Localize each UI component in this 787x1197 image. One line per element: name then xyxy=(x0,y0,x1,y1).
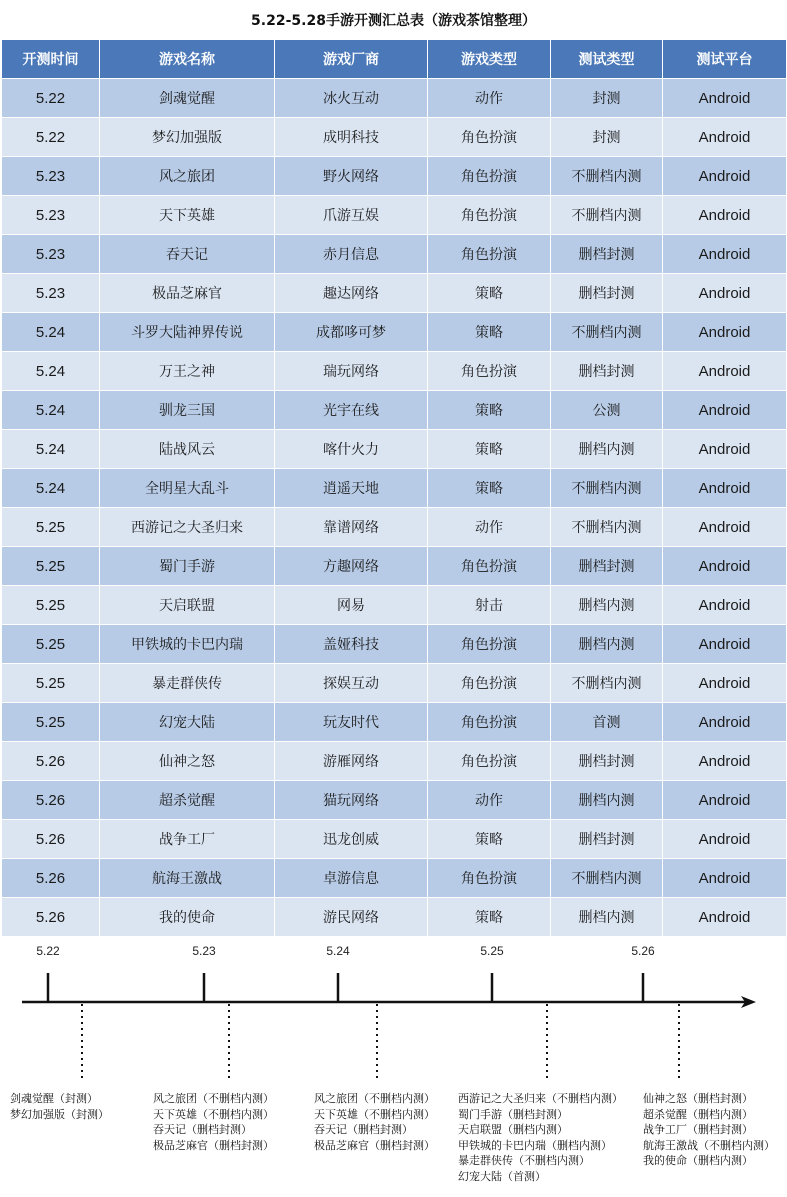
timeline-game-group xyxy=(643,1091,775,1169)
cell-platform: Android xyxy=(663,196,787,235)
cell-platform: Android xyxy=(663,352,787,391)
cell-test-type: 删档内测 xyxy=(551,430,663,469)
cell-test-time: 5.23 xyxy=(2,235,100,274)
cell-game-name: 超杀觉醒 xyxy=(100,781,275,820)
cell-developer: 方趣网络 xyxy=(275,547,428,586)
cell-test-type: 不删档内测 xyxy=(551,469,663,508)
table-row xyxy=(2,586,787,625)
timeline-game-entry: 风之旅团（不删档内测） xyxy=(153,1092,274,1105)
header-game-type: 游戏类型 xyxy=(428,40,551,79)
cell-game-type: 角色扮演 xyxy=(428,235,551,274)
table-row xyxy=(2,508,787,547)
cell-game-name: 万王之神 xyxy=(100,352,275,391)
cell-developer: 成都哆可梦 xyxy=(275,313,428,352)
cell-platform: Android xyxy=(663,586,787,625)
table-row xyxy=(2,547,787,586)
cell-game-type: 角色扮演 xyxy=(428,157,551,196)
table-row xyxy=(2,313,787,352)
header-test-type: 测试类型 xyxy=(551,40,663,79)
cell-test-type: 删档封测 xyxy=(551,820,663,859)
table-header-row xyxy=(2,40,787,79)
cell-test-type: 删档封测 xyxy=(551,742,663,781)
cell-platform: Android xyxy=(663,79,787,118)
cell-test-type: 不删档内测 xyxy=(551,157,663,196)
cell-test-time: 5.24 xyxy=(2,352,100,391)
cell-platform: Android xyxy=(663,898,787,937)
cell-test-time: 5.24 xyxy=(2,430,100,469)
table-row xyxy=(2,898,787,937)
cell-game-name: 梦幻加强版 xyxy=(100,118,275,157)
header-platform: 测试平台 xyxy=(663,40,787,79)
cell-test-time: 5.25 xyxy=(2,703,100,742)
cell-developer: 探娱互动 xyxy=(275,664,428,703)
test-schedule-table xyxy=(1,39,787,937)
header-developer: 游戏厂商 xyxy=(275,40,428,79)
timeline-game-entry: 甲铁城的卡巴内瑞（删档内测） xyxy=(458,1138,612,1152)
timeline-date-label: 5.24 xyxy=(326,944,350,958)
cell-game-type: 策略 xyxy=(428,820,551,859)
cell-test-type: 封测 xyxy=(551,79,663,118)
timeline-game-entry: 梦幻加强版（封测） xyxy=(10,1107,109,1121)
cell-game-name: 甲铁城的卡巴内瑞 xyxy=(100,625,275,664)
cell-platform: Android xyxy=(663,781,787,820)
cell-game-type: 角色扮演 xyxy=(428,703,551,742)
cell-platform: Android xyxy=(663,742,787,781)
table-row xyxy=(2,430,787,469)
cell-test-type: 删档内测 xyxy=(551,625,663,664)
cell-test-time: 5.26 xyxy=(2,781,100,820)
cell-developer: 游雁网络 xyxy=(275,742,428,781)
timeline-game-entry: 幻宠大陆（首测） xyxy=(458,1169,546,1183)
cell-platform: Android xyxy=(663,703,787,742)
cell-platform: Android xyxy=(663,859,787,898)
timeline-game-entry: 吞天记（删档封测） xyxy=(153,1123,252,1137)
cell-test-time: 5.26 xyxy=(2,820,100,859)
table-row xyxy=(2,781,787,820)
cell-game-name: 驯龙三国 xyxy=(100,391,275,430)
cell-developer: 玩友时代 xyxy=(275,703,428,742)
table-row xyxy=(2,79,787,118)
cell-game-type: 角色扮演 xyxy=(428,625,551,664)
cell-developer: 盖娅科技 xyxy=(275,625,428,664)
cell-test-time: 5.26 xyxy=(2,859,100,898)
table-row xyxy=(2,742,787,781)
cell-game-type: 策略 xyxy=(428,430,551,469)
cell-test-type: 不删档内测 xyxy=(551,859,663,898)
table-row xyxy=(2,274,787,313)
cell-developer: 喀什火力 xyxy=(275,430,428,469)
cell-test-type: 删档内测 xyxy=(551,781,663,820)
cell-game-name: 天启联盟 xyxy=(100,586,275,625)
cell-game-name: 全明星大乱斗 xyxy=(100,469,275,508)
cell-game-name: 仙神之怒 xyxy=(100,742,275,781)
timeline-game-entry: 吞天记（删档封测） xyxy=(314,1123,413,1137)
cell-game-name: 暴走群侠传 xyxy=(100,664,275,703)
cell-test-time: 5.23 xyxy=(2,196,100,235)
cell-test-time: 5.22 xyxy=(2,118,100,157)
timeline-game-entry: 蜀门手游（删档封测） xyxy=(458,1107,568,1121)
cell-game-name: 风之旅团 xyxy=(100,157,275,196)
table-row xyxy=(2,664,787,703)
cell-developer: 网易 xyxy=(275,586,428,625)
timeline-game-group xyxy=(153,1091,274,1153)
timeline-date-label: 5.26 xyxy=(631,944,655,958)
cell-test-type: 公测 xyxy=(551,391,663,430)
cell-test-time: 5.25 xyxy=(2,508,100,547)
table-row xyxy=(2,352,787,391)
cell-developer: 野火网络 xyxy=(275,157,428,196)
cell-developer: 游民网络 xyxy=(275,898,428,937)
cell-game-name: 陆战风云 xyxy=(100,430,275,469)
cell-platform: Android xyxy=(663,508,787,547)
cell-platform: Android xyxy=(663,625,787,664)
cell-test-time: 5.22 xyxy=(2,79,100,118)
timeline-game-entry: 暴走群侠传（不删档内测） xyxy=(458,1154,590,1168)
timeline-game-entry: 极品芝麻官（删档封测） xyxy=(314,1138,435,1152)
cell-platform: Android xyxy=(663,391,787,430)
cell-test-type: 删档封测 xyxy=(551,547,663,586)
cell-platform: Android xyxy=(663,469,787,508)
cell-game-name: 战争工厂 xyxy=(100,820,275,859)
cell-game-name: 我的使命 xyxy=(100,898,275,937)
cell-developer: 瑞玩网络 xyxy=(275,352,428,391)
cell-game-type: 策略 xyxy=(428,469,551,508)
cell-game-name: 天下英雄 xyxy=(100,196,275,235)
cell-game-name: 剑魂觉醒 xyxy=(100,79,275,118)
cell-developer: 靠谱网络 xyxy=(275,508,428,547)
cell-developer: 赤月信息 xyxy=(275,235,428,274)
timeline-game-group xyxy=(314,1091,435,1153)
cell-game-type: 策略 xyxy=(428,274,551,313)
cell-game-name: 西游记之大圣归来 xyxy=(100,508,275,547)
table-row xyxy=(2,196,787,235)
table-row xyxy=(2,118,787,157)
timeline-game-entry: 超杀觉醒（删档内测） xyxy=(643,1107,753,1121)
cell-test-time: 5.25 xyxy=(2,547,100,586)
timeline-date-label: 5.25 xyxy=(480,944,504,958)
cell-test-type: 不删档内测 xyxy=(551,508,663,547)
timeline-game-entry: 天下英雄（不删档内测） xyxy=(314,1107,435,1121)
timeline-game-entry: 极品芝麻官（删档封测） xyxy=(153,1138,274,1152)
cell-developer: 成明科技 xyxy=(275,118,428,157)
release-timeline xyxy=(0,936,787,1197)
cell-game-name: 蜀门手游 xyxy=(100,547,275,586)
cell-game-type: 射击 xyxy=(428,586,551,625)
cell-test-type: 删档封测 xyxy=(551,352,663,391)
cell-game-type: 动作 xyxy=(428,79,551,118)
cell-test-type: 删档内测 xyxy=(551,898,663,937)
cell-developer: 冰火互动 xyxy=(275,79,428,118)
cell-game-name: 斗罗大陆神界传说 xyxy=(100,313,275,352)
timeline-game-entry: 战争工厂（删档封测） xyxy=(643,1123,753,1137)
cell-test-type: 首测 xyxy=(551,703,663,742)
cell-test-type: 不删档内测 xyxy=(551,196,663,235)
table-body xyxy=(2,79,787,937)
cell-game-name: 极品芝麻官 xyxy=(100,274,275,313)
page-title: 5.22-5.28手游开测汇总表（游戏茶馆整理） xyxy=(251,12,536,29)
cell-platform: Android xyxy=(663,235,787,274)
cell-test-type: 删档内测 xyxy=(551,586,663,625)
cell-test-time: 5.24 xyxy=(2,313,100,352)
table-row xyxy=(2,469,787,508)
header-game-name: 游戏名称 xyxy=(100,40,275,79)
cell-test-time: 5.25 xyxy=(2,586,100,625)
cell-test-time: 5.24 xyxy=(2,469,100,508)
cell-game-type: 策略 xyxy=(428,313,551,352)
cell-developer: 光宇在线 xyxy=(275,391,428,430)
cell-test-type: 不删档内测 xyxy=(551,664,663,703)
timeline-game-entry: 风之旅团（不删档内测） xyxy=(314,1092,435,1105)
cell-game-type: 角色扮演 xyxy=(428,118,551,157)
cell-game-name: 航海王激战 xyxy=(100,859,275,898)
cell-platform: Android xyxy=(663,118,787,157)
cell-platform: Android xyxy=(663,820,787,859)
table-row xyxy=(2,391,787,430)
cell-test-time: 5.23 xyxy=(2,274,100,313)
cell-platform: Android xyxy=(663,274,787,313)
cell-test-time: 5.23 xyxy=(2,157,100,196)
cell-test-time: 5.26 xyxy=(2,898,100,937)
table-row xyxy=(2,859,787,898)
cell-game-type: 策略 xyxy=(428,391,551,430)
timeline-game-entry: 我的使命（删档内测） xyxy=(643,1154,753,1168)
cell-test-type: 不删档内测 xyxy=(551,313,663,352)
cell-developer: 猫玩网络 xyxy=(275,781,428,820)
table-row xyxy=(2,703,787,742)
cell-game-type: 角色扮演 xyxy=(428,859,551,898)
cell-developer: 爪游互娱 xyxy=(275,196,428,235)
timeline-game-entry: 天启联盟（删档内测） xyxy=(458,1123,568,1137)
table-row xyxy=(2,820,787,859)
cell-game-type: 策略 xyxy=(428,898,551,937)
cell-game-name: 幻宠大陆 xyxy=(100,703,275,742)
table-row xyxy=(2,157,787,196)
cell-developer: 趣达网络 xyxy=(275,274,428,313)
cell-developer: 逍遥天地 xyxy=(275,469,428,508)
cell-game-type: 角色扮演 xyxy=(428,196,551,235)
timeline-game-entry: 剑魂觉醒（封测） xyxy=(10,1092,98,1105)
timeline-game-group xyxy=(458,1091,623,1185)
timeline-game-group xyxy=(10,1091,109,1122)
cell-game-name: 吞天记 xyxy=(100,235,275,274)
cell-platform: Android xyxy=(663,313,787,352)
cell-test-time: 5.25 xyxy=(2,625,100,664)
cell-game-type: 动作 xyxy=(428,781,551,820)
cell-test-type: 删档封测 xyxy=(551,235,663,274)
cell-platform: Android xyxy=(663,664,787,703)
timeline-game-entry: 西游记之大圣归来（不删档内测） xyxy=(458,1092,623,1105)
table-row xyxy=(2,625,787,664)
cell-developer: 迅龙创威 xyxy=(275,820,428,859)
cell-platform: Android xyxy=(663,430,787,469)
cell-test-time: 5.24 xyxy=(2,391,100,430)
cell-game-type: 动作 xyxy=(428,508,551,547)
cell-test-type: 封测 xyxy=(551,118,663,157)
timeline-game-entry: 天下英雄（不删档内测） xyxy=(153,1107,274,1121)
cell-game-type: 角色扮演 xyxy=(428,352,551,391)
header-test-time: 开测时间 xyxy=(2,40,100,79)
timeline-date-label: 5.23 xyxy=(192,944,216,958)
cell-test-time: 5.25 xyxy=(2,664,100,703)
timeline-game-entry: 航海王激战（不删档内测） xyxy=(643,1138,775,1152)
cell-test-type: 删档封测 xyxy=(551,274,663,313)
cell-platform: Android xyxy=(663,547,787,586)
table-row xyxy=(2,235,787,274)
timeline-date-label: 5.22 xyxy=(36,944,60,958)
cell-game-type: 角色扮演 xyxy=(428,664,551,703)
cell-game-type: 角色扮演 xyxy=(428,742,551,781)
cell-game-type: 角色扮演 xyxy=(428,547,551,586)
cell-developer: 卓游信息 xyxy=(275,859,428,898)
cell-platform: Android xyxy=(663,157,787,196)
timeline-game-entry: 仙神之怒（删档封测） xyxy=(643,1092,753,1105)
cell-test-time: 5.26 xyxy=(2,742,100,781)
